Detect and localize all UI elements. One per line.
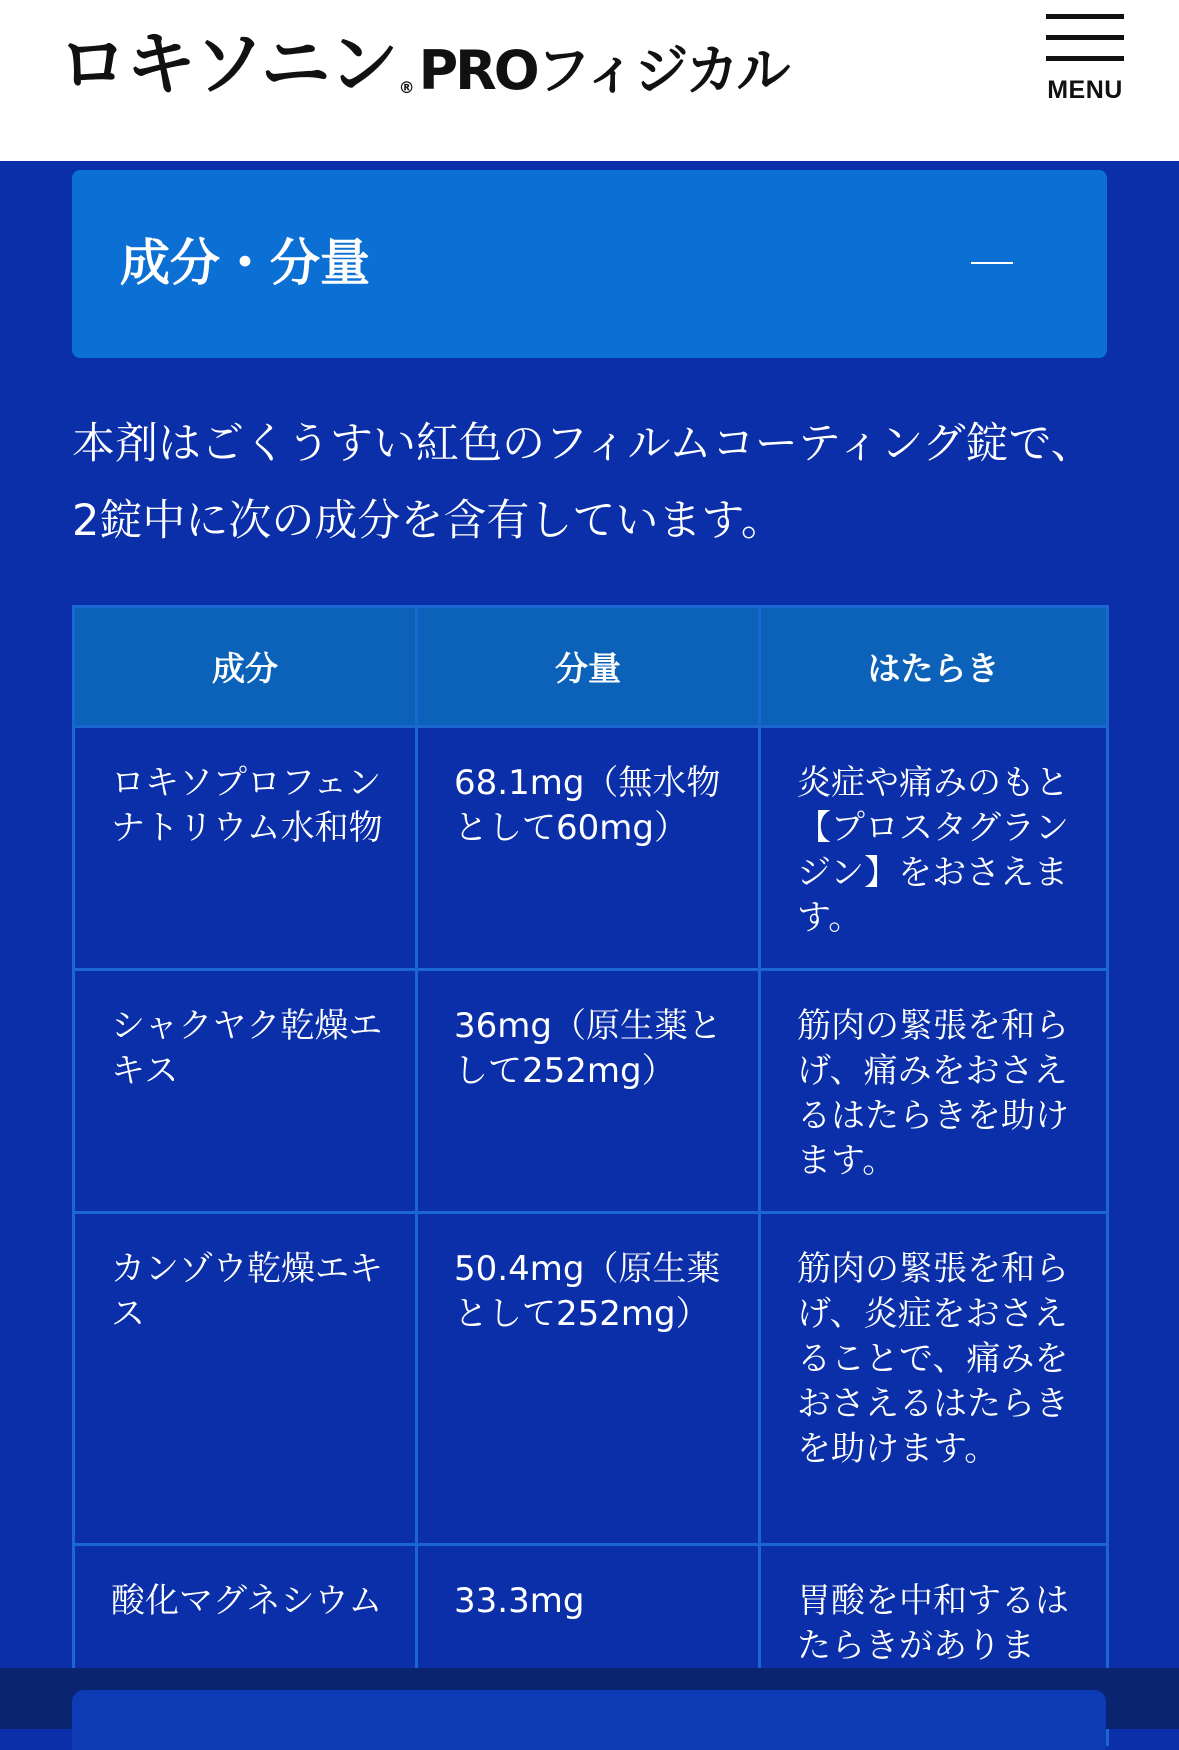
site-header (0, 0, 1179, 161)
amount-cell: 50.4mg（原生薬として252mg） (417, 1213, 760, 1545)
logo-main-text: ロキソニン (58, 23, 397, 105)
column-header-ingredient: 成分 (74, 607, 417, 727)
collapse-icon[interactable] (960, 228, 1024, 298)
amount-cell: 33.3mg (417, 1545, 760, 1745)
table-row (74, 970, 1108, 1213)
menu-button[interactable] (1044, 14, 1126, 108)
column-header-function: はたらき (760, 607, 1108, 727)
ingredient-cell: カンゾウ乾燥エキス (74, 1213, 417, 1545)
accordion-title: 成分・分量 (120, 234, 370, 292)
menu-label: MENU (1047, 76, 1123, 104)
bottom-card (72, 1690, 1106, 1750)
hamburger-icon (1046, 14, 1124, 62)
accordion-ingredients[interactable] (72, 170, 1107, 358)
amount-cell: 68.1mg（無水物として60mg） (417, 727, 760, 970)
column-header-amount: 分量 (417, 607, 760, 727)
table-row (74, 727, 1108, 970)
function-cell: 胃酸を中和するはたらきがありま (760, 1545, 1108, 1745)
logo-sub-text: PROフィジカル (418, 39, 788, 102)
ingredients-table (72, 605, 1106, 1690)
ingredient-cell: 酸化マグネシウム (74, 1545, 417, 1745)
amount-cell: 36mg（原生薬として252mg） (417, 970, 760, 1213)
ingredient-cell: ロキソプロフェンナトリウム水和物 (74, 727, 417, 970)
function-cell: 筋肉の緊張を和らげ、炎症をおさえることで、痛みをおさえるはたらきを助けます。 (760, 1213, 1108, 1545)
function-cell: 筋肉の緊張を和らげ、痛みをおさえるはたらきを助けます。 (760, 970, 1108, 1213)
table-row (74, 1213, 1108, 1545)
table-header-row (74, 607, 1108, 727)
brand-logo[interactable] (58, 24, 787, 104)
function-cell: 炎症や痛みのもと【プロスタグランジン】をおさえます。 (760, 727, 1108, 970)
ingredient-cell: シャクヤク乾燥エキス (74, 970, 417, 1213)
registered-mark: ® (398, 78, 415, 97)
intro-text: 本剤はごくうすい紅色のフィルムコーティング錠で、2錠中に次の成分を含有しています。 (72, 419, 1094, 546)
